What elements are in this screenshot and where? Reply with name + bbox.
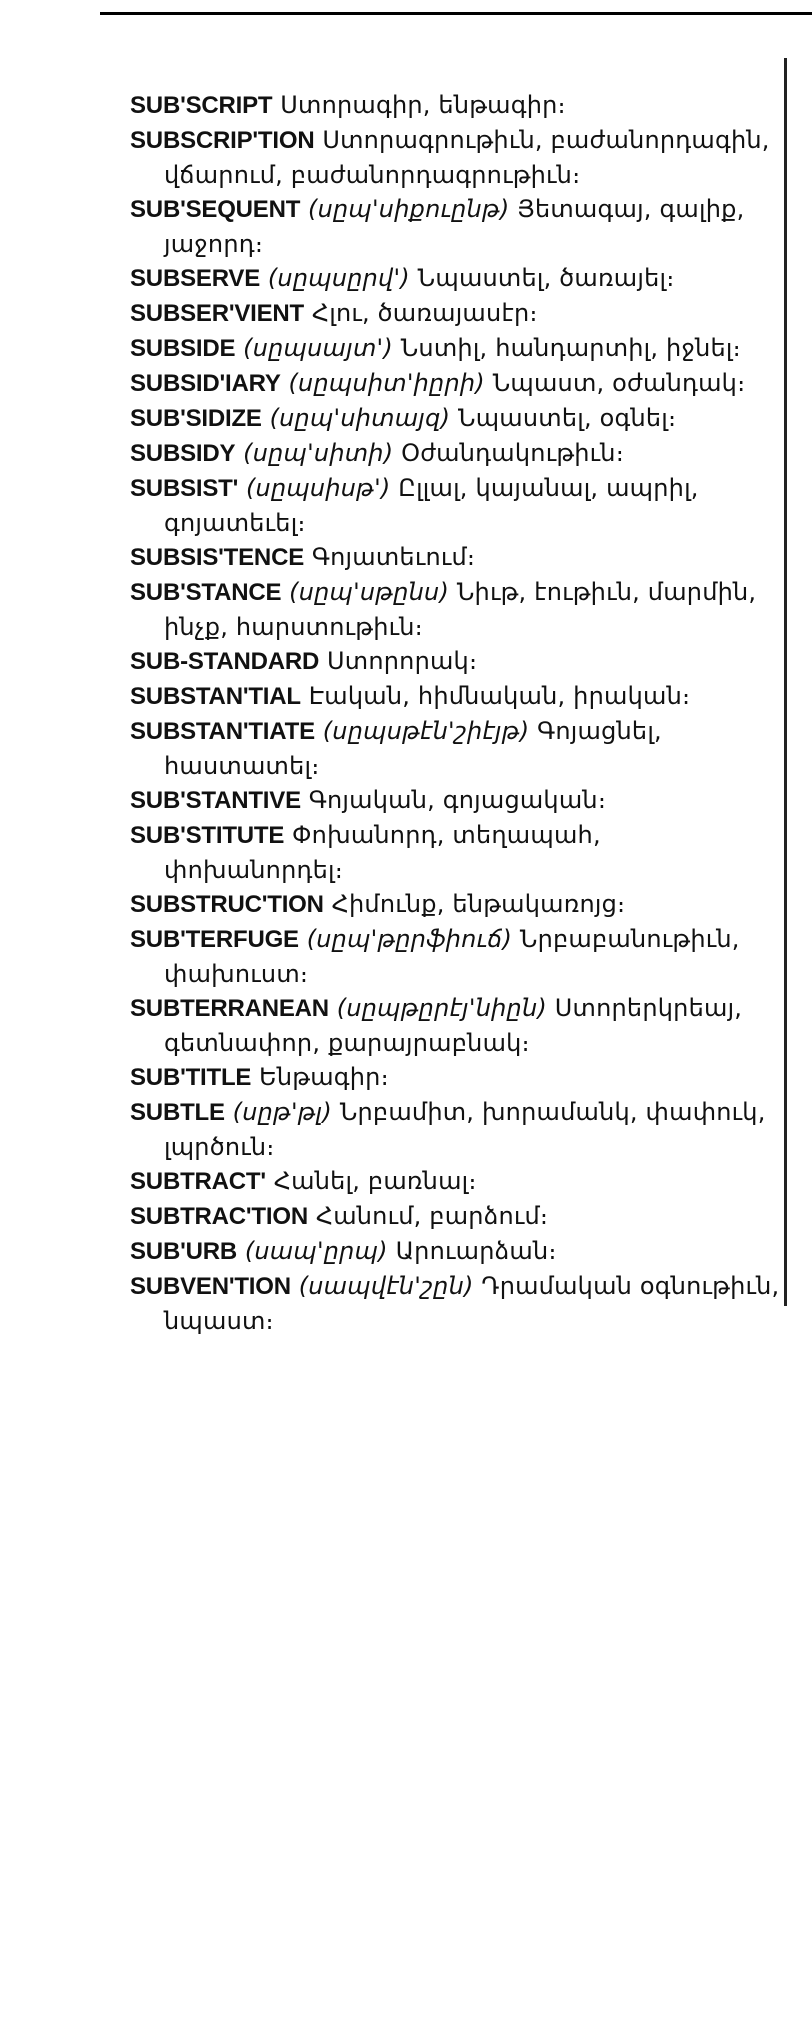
- column-rule: [784, 58, 787, 1306]
- entry-pronunciation: (սապ'ըրպ): [244, 1237, 388, 1265]
- dictionary-entry: [130, 887, 780, 922]
- dictionary-entry: [130, 192, 780, 261]
- entry-headword: SUBSCRIP'TION: [130, 127, 315, 154]
- entry-pronunciation: (սըպ'սիտի): [243, 439, 394, 467]
- dictionary-entry: [130, 123, 780, 192]
- entry-pronunciation: (սըպթըրէյ'նիըն): [336, 994, 547, 1022]
- dictionary-entry: [130, 818, 780, 887]
- entry-definition: Նպաստել, ծառայել։: [417, 264, 675, 292]
- dictionary-entry: [130, 1060, 780, 1095]
- entry-definition: Նպաստ, օժանդակ։: [492, 369, 746, 397]
- dictionary-entry: [130, 991, 780, 1060]
- entry-headword: SUB'TERFUGE: [130, 926, 299, 953]
- entry-headword: SUBSIDY: [130, 440, 236, 467]
- dictionary-entry: [130, 922, 780, 991]
- entry-definition: Նրբաբանութիւն, փախուստ։: [164, 925, 740, 988]
- dictionary-entry: [130, 575, 780, 644]
- dictionary-entry: [130, 296, 780, 331]
- entry-headword: SUBVEN'TION: [130, 1273, 291, 1300]
- entry-headword: SUBSIST': [130, 475, 239, 502]
- entry-definition: Ստորորակ։: [327, 647, 478, 675]
- entry-definition: Յետագայ, գալիք, յաջորդ։: [164, 195, 745, 258]
- entry-definition: Գոյատեւում։: [311, 543, 476, 571]
- entry-definition: Ստորագրութիւն, բաժանորդագին, վճարում, բաժանորդագրութիւն։: [164, 126, 770, 189]
- entry-definition: Նրբամիտ, խորամանկ, փափուկ, լպրծուն։: [164, 1098, 766, 1161]
- entry-definition: Գոյական, գոյացական։: [308, 786, 607, 814]
- entry-definition: Էական, հիմնական, իրական։: [308, 682, 691, 710]
- entry-pronunciation: (սըպսթէն'շիէյթ): [322, 717, 530, 745]
- entry-headword: SUBSTAN'TIATE: [130, 718, 315, 745]
- entry-pronunciation: (սըպ'թըրֆիուճ): [306, 925, 513, 953]
- entry-definition: Հանում, բարձում։: [315, 1202, 549, 1230]
- dictionary-entry: [130, 471, 780, 540]
- dictionary-entry: [130, 679, 780, 714]
- entry-pronunciation: (սըպսիսթ'): [245, 474, 391, 502]
- entry-headword: SUB'STANCE: [130, 579, 282, 606]
- entry-definition: Նիւթ, էութիւն, մարմին, ինչք, հարստութիւն։: [164, 578, 757, 641]
- entry-headword: SUB'TITLE: [130, 1064, 252, 1091]
- dictionary-entry: [130, 644, 780, 679]
- entry-pronunciation: (սըպ'սիտայզ): [269, 404, 451, 432]
- top-rule: [100, 12, 812, 15]
- entry-headword: SUB'SEQUENT: [130, 196, 301, 223]
- entry-headword: SUB'SCRIPT: [130, 92, 273, 119]
- dictionary-entry: [130, 88, 780, 123]
- entry-definition: Ստորերկրեայ, գետնափոր, քարայրաբնակ։: [164, 994, 743, 1057]
- entry-definition: Հանել, բառնալ։: [273, 1167, 477, 1195]
- entry-headword: SUBTRAC'TION: [130, 1203, 308, 1230]
- entry-headword: SUBSID'IARY: [130, 370, 281, 397]
- entry-headword: SUB'URB: [130, 1238, 237, 1265]
- entry-headword: SUBSTRUC'TION: [130, 891, 324, 918]
- dictionary-entry: [130, 1199, 780, 1234]
- dictionary-entry: [130, 1269, 780, 1338]
- entry-list: [130, 88, 780, 1338]
- entry-headword: SUBTRACT': [130, 1168, 266, 1195]
- entry-headword: SUBTLE: [130, 1099, 225, 1126]
- dictionary-entry: [130, 714, 780, 783]
- entry-headword: SUBSIS'TENCE: [130, 544, 305, 571]
- entry-pronunciation: (սըպսըրվ'): [267, 264, 410, 292]
- entry-headword: SUBTERRANEAN: [130, 995, 329, 1022]
- entry-pronunciation: (սըպ'սթընս): [289, 578, 450, 606]
- entry-pronunciation: (սըպսիտ'իըրի): [288, 369, 485, 397]
- entry-headword: SUB'SIDIZE: [130, 405, 262, 432]
- dictionary-entry: [130, 1234, 780, 1269]
- entry-pronunciation: (սըթ'թլ): [232, 1098, 332, 1126]
- entry-headword: SUB'STITUTE: [130, 822, 285, 849]
- entry-pronunciation: (սըպ'սիքուընթ): [308, 195, 510, 223]
- entry-definition: Ստորագիր, ենթագիր։: [280, 91, 566, 119]
- entry-definition: Նստիլ, հանդարտիլ, իջնել։: [400, 334, 741, 362]
- entry-definition: Ըլլալ, կայանալ, ապրիլ, գոյատեւել։: [164, 474, 699, 537]
- entry-headword: SUBSER'VIENT: [130, 300, 305, 327]
- entry-pronunciation: (սըպսայտ'): [243, 334, 393, 362]
- entry-definition: Նպաստել, օգնել։: [458, 404, 677, 432]
- entry-definition: Փոխանորդ, տեղապահ, փոխանորդել։: [164, 821, 601, 884]
- entry-headword: SUBSIDE: [130, 335, 236, 362]
- entry-definition: Ենթագիր։: [259, 1063, 389, 1091]
- dictionary-entry: [130, 366, 780, 401]
- entry-headword: SUB'STANTIVE: [130, 787, 301, 814]
- dictionary-entry: [130, 540, 780, 575]
- dictionary-entry: [130, 1095, 780, 1164]
- dictionary-entry: [130, 261, 780, 296]
- dictionary-entry: [130, 783, 780, 818]
- entry-headword: SUBSERVE: [130, 265, 261, 292]
- dictionary-entry: [130, 401, 780, 436]
- entry-definition: Օժանդակութիւն։: [401, 439, 624, 467]
- entry-definition: Գոյացնել, հաստատել։: [164, 717, 662, 780]
- dictionary-entry: [130, 1164, 780, 1199]
- entry-pronunciation: (սապվէն'շըն): [298, 1272, 474, 1300]
- dictionary-entry: [130, 436, 780, 471]
- entry-definition: Հիմունք, ենթակառոյց։: [331, 890, 626, 918]
- entry-definition: Դրամական օգնութիւն, նպաստ։: [164, 1272, 780, 1335]
- entry-headword: SUB-STANDARD: [130, 648, 320, 675]
- entry-definition: Արուարձան։: [395, 1237, 557, 1265]
- entry-definition: Հլու, ծառայասէր։: [311, 299, 538, 327]
- dictionary-entry: [130, 331, 780, 366]
- entry-headword: SUBSTAN'TIAL: [130, 683, 301, 710]
